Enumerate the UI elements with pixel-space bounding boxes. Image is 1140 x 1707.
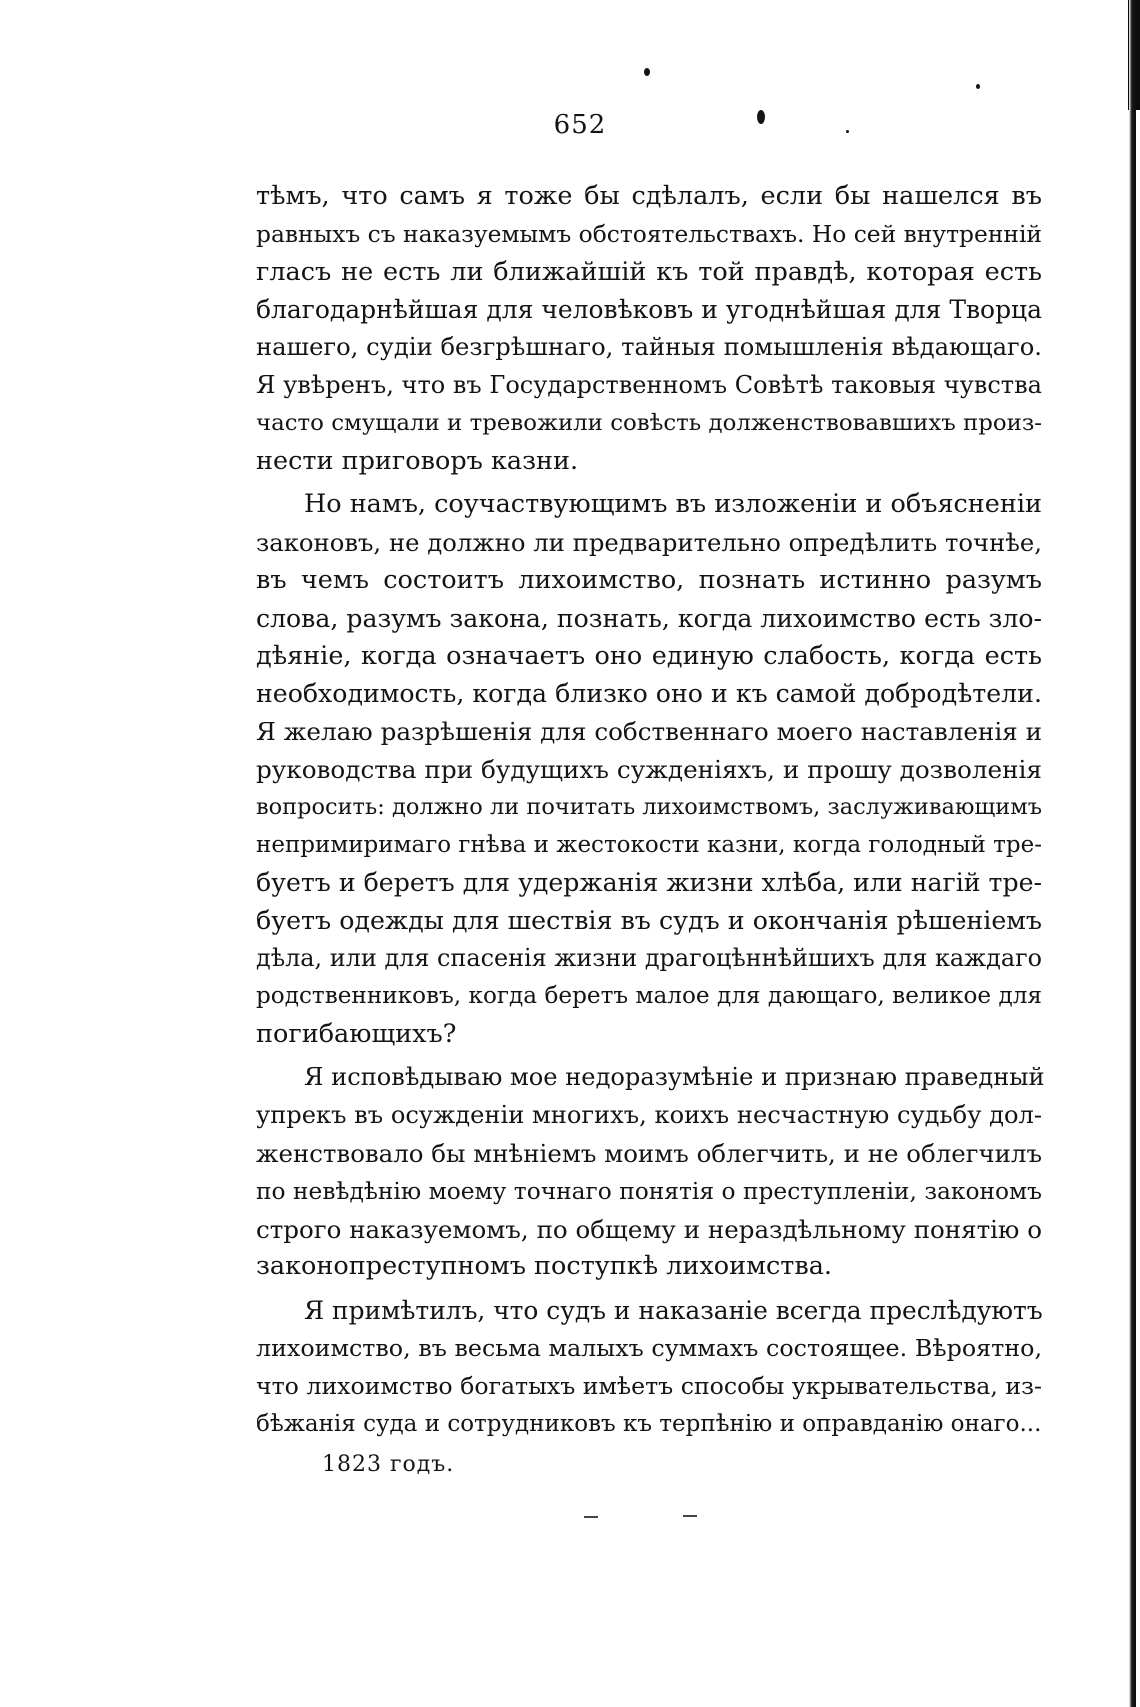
- text-line: дѣяніе, когда означаетъ оно единую слабость, когда есть: [256, 640, 1042, 671]
- text-line: женствовало бы мнѣніемъ моимъ облегчить, и не облегчилъ: [256, 1138, 1042, 1168]
- text-line: бѣжанія суда и сотрудниковъ къ терпѣнію и оправданію онаго...: [256, 1410, 1042, 1437]
- paragraph: [256, 1059, 1045, 1286]
- text-line: часто смущали и тревожили совѣсть долженствовавшихъ произ-: [256, 409, 1042, 436]
- text-line: по невѣдѣнію моему точнаго понятія о преступленіи, закономъ: [256, 1177, 1042, 1205]
- text-line: дѣла, или для спасенія жизни драгоцѣннѣйшихъ для каждаго: [256, 943, 1042, 972]
- paragraph: [256, 1292, 1042, 1443]
- text-line: необходимость, когда близко оно и къ самой добродѣтели.: [256, 679, 1042, 709]
- text-line: Я увѣренъ, что въ Государственномъ Совѣтѣ таковыя чувства: [256, 370, 1042, 399]
- text-line: Я желаю разрѣшенія для собственнаго моего наставленія и: [256, 717, 1042, 747]
- paragraph: [256, 486, 1042, 1053]
- text-line: родственниковъ, когда беретъ малое для дающаго, великое для: [256, 982, 1042, 1009]
- scan-edge-artifact: [1129, 0, 1136, 1707]
- text-line: непримиримаго гнѣва и жестокости казни, когда голодный тре-: [256, 831, 1042, 858]
- ink-speck: [976, 84, 980, 89]
- closing-rule: [683, 1515, 697, 1517]
- paragraph: [256, 178, 1042, 480]
- text-line: буетъ одежды для шествія въ судъ и окончанія рѣшеніемъ: [256, 906, 1042, 936]
- body-text: [256, 178, 1045, 1443]
- text-line: погибающихъ?: [256, 1018, 457, 1049]
- text-line: упрекъ въ осужденіи многихъ, коихъ несчастную судьбу дол-: [256, 1101, 1042, 1130]
- text-line: руководства при будущихъ сужденіяхъ, и прошу дозволенія: [256, 754, 1042, 784]
- text-line: нести приговоръ казни.: [256, 445, 579, 476]
- text-line: тѣмъ, что самъ я тоже бы сдѣлалъ, если бы нашелся въ: [256, 181, 1042, 211]
- text-line: буетъ и беретъ для удержанія жизни хлѣба, или нагій тре-: [256, 868, 1042, 898]
- text-line: въ чемъ состоитъ лихоимство, познать истинно разумъ: [256, 564, 1042, 595]
- text-line: нашего, судіи безгрѣшнаго, тайныя помышленія вѣдающаго.: [256, 333, 1042, 362]
- text-line: вопросить: должно ли почитать лихоимствомъ, заслуживающимъ: [256, 793, 1042, 820]
- date-line: 1823 годъ.: [322, 1452, 455, 1477]
- text-line: законовъ, не должно ли предварительно опредѣлить точнѣе,: [256, 528, 1042, 558]
- closing-rule: [584, 1516, 598, 1518]
- text-line: равныхъ съ наказуемымъ обстоятельствахъ. Но сей внутренній: [256, 219, 1042, 248]
- text-line: что лихоимство богатыхъ имѣетъ способы укрывательства, из-: [256, 1371, 1042, 1400]
- ink-speck: [644, 68, 650, 76]
- text-line: Я примѣтилъ, что судъ и наказаніе всегда преслѣдуютъ: [304, 1296, 1043, 1326]
- text-line: законопреступномъ поступкѣ лихоимства.: [256, 1251, 833, 1282]
- text-line: благодарнѣйшая для человѣковъ и угоднѣйшая для Творца: [256, 295, 1042, 325]
- text-line: Я исповѣдываю мое недоразумѣніе и признаю праведный: [304, 1063, 1045, 1092]
- text-line: лихоимство, въ весьма малыхъ суммахъ состоящее. Вѣроятно,: [256, 1333, 1042, 1362]
- text-line: Но намъ, соучаствующимъ въ изложеніи и объясненіи: [304, 489, 1042, 520]
- page-number: 652: [553, 110, 607, 140]
- text-line: слова, разумъ закона, познать, когда лихоимство есть зло-: [256, 603, 1042, 633]
- text-line: гласъ не есть ли ближайшій къ той правдѣ, которая есть: [256, 256, 1042, 287]
- text-line: строго наказуемомъ, по общему и нераздѣльному понятію о: [256, 1214, 1042, 1244]
